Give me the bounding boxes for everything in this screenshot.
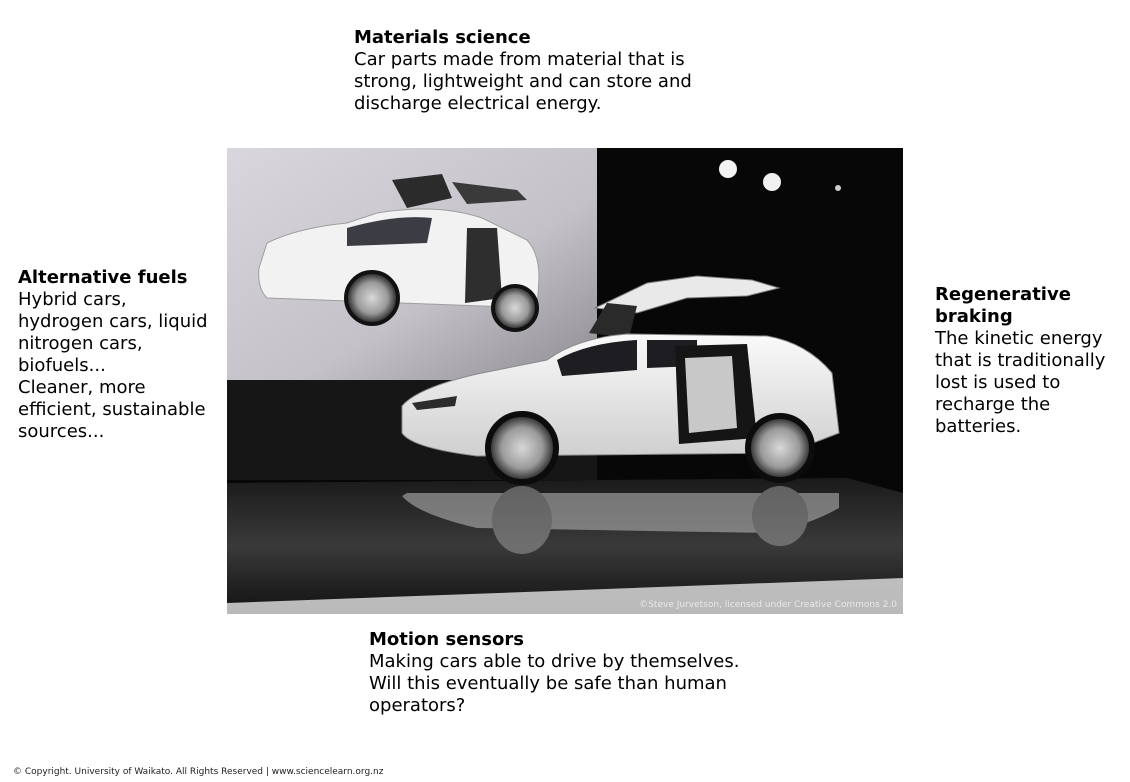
regenerative-braking-heading: Regenerative braking [935, 284, 1071, 327]
materials-science-heading: Materials science [354, 27, 531, 48]
car-photo-illustration [227, 148, 903, 614]
photo-credit: ©Steve Jurvetson, licensed under Creative Commons 2.0 [639, 600, 897, 610]
motion-sensors-block [369, 629, 759, 717]
front-wheel [488, 414, 556, 482]
stage-light [719, 160, 737, 178]
regenerative-braking-block [935, 284, 1115, 438]
motion-sensors-text: Making cars able to drive by themselves. Will this eventually be safe than human operators? [369, 651, 740, 716]
alternative-fuels-text: Hybrid cars, hydrogen cars, liquid nitrogen cars, biofuels... Cleaner, more efficient, sustainable sources... [18, 289, 208, 442]
copyright-footer: © Copyright. University of Waikato. All Rights Reserved | www.sciencelearn.org.nz [13, 767, 384, 777]
alternative-fuels-heading: Alternative fuels [18, 267, 188, 288]
materials-science-text: Car parts made from material that is strong, lightweight and can store and discharge electrical energy. [354, 49, 692, 114]
rear-wheel [748, 416, 812, 480]
stage-light [763, 173, 781, 191]
car-photo [227, 148, 903, 614]
motion-sensors-heading: Motion sensors [369, 629, 524, 650]
materials-science-block [354, 27, 714, 115]
regenerative-braking-text: The kinetic energy that is traditionally lost is used to recharge the batteries. [935, 328, 1106, 437]
alternative-fuels-block [18, 267, 223, 443]
